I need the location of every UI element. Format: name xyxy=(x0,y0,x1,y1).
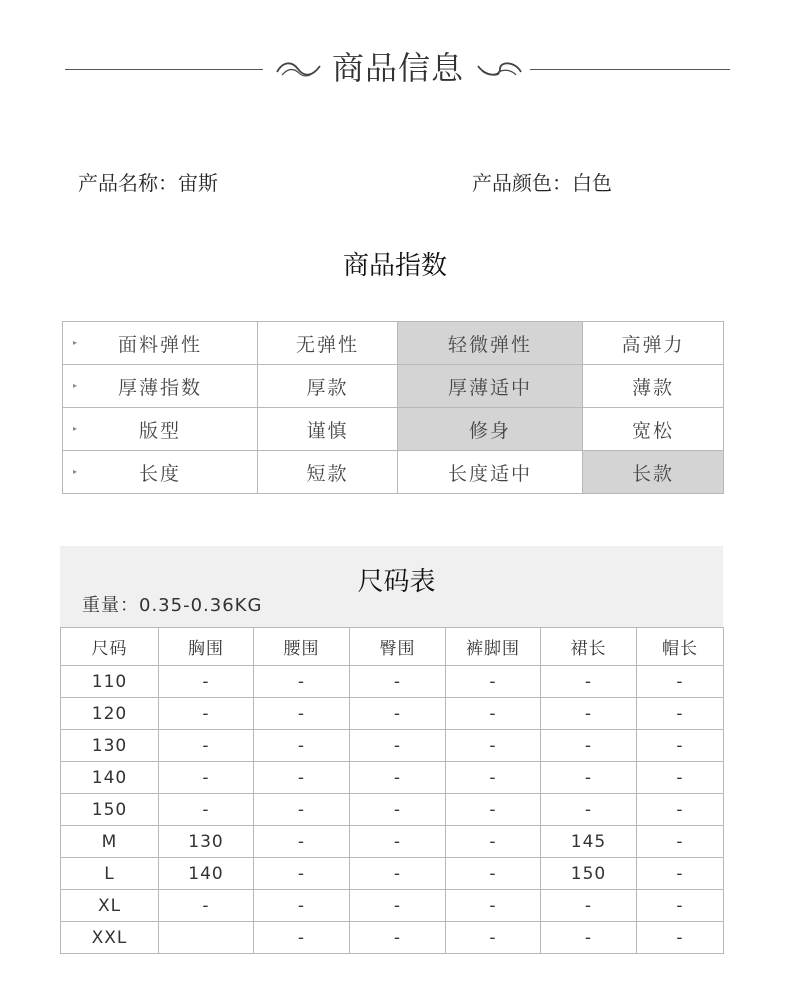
index-row-label-text: 厚薄指数 xyxy=(117,376,202,399)
size-value-cell: - xyxy=(541,698,637,730)
size-value-cell: - xyxy=(350,890,446,922)
size-value-cell: - xyxy=(446,826,541,858)
size-value-cell: - xyxy=(159,666,254,698)
swirl-ornament-icon xyxy=(274,58,324,80)
size-value-cell: - xyxy=(446,890,541,922)
size-column-header: 裤脚围 xyxy=(446,628,541,666)
page-title: 商品信息 xyxy=(331,49,464,87)
index-row-label xyxy=(63,322,258,365)
header-rule-left xyxy=(65,69,263,70)
index-option-selected: 修身 xyxy=(398,408,583,451)
size-value-cell: - xyxy=(637,890,724,922)
index-row-label-text: 面料弹性 xyxy=(117,333,202,356)
size-value-cell: - xyxy=(637,826,724,858)
size-column-header: 裙长 xyxy=(541,628,637,666)
size-value-cell: - xyxy=(254,826,350,858)
size-value-cell: - xyxy=(254,858,350,890)
size-value-cell: - xyxy=(254,698,350,730)
index-option: 谨慎 xyxy=(258,408,398,451)
index-option: 无弹性 xyxy=(258,322,398,365)
size-table-row xyxy=(61,698,724,730)
size-value-cell xyxy=(159,922,254,954)
size-value-cell: - xyxy=(159,794,254,826)
size-chart xyxy=(60,546,723,959)
size-label-cell: 120 xyxy=(61,698,159,730)
size-chart-title: 尺码表 xyxy=(357,567,436,597)
index-option-selected: 长款 xyxy=(583,451,724,494)
index-row xyxy=(63,365,724,408)
size-value-cell: 130 xyxy=(159,826,254,858)
size-table-row xyxy=(61,890,724,922)
size-value-cell: 150 xyxy=(541,858,637,890)
size-label-cell: 110 xyxy=(61,666,159,698)
size-column-header: 臀围 xyxy=(350,628,446,666)
size-value-cell: - xyxy=(637,666,724,698)
size-value-cell: - xyxy=(637,698,724,730)
section-header xyxy=(0,42,790,98)
weight-text: 重量：0.35-0.36KG xyxy=(82,595,263,616)
swirl-ornament-icon xyxy=(474,58,524,80)
size-label-cell: 130 xyxy=(61,730,159,762)
size-value-cell: - xyxy=(637,730,724,762)
size-table-row xyxy=(61,858,724,890)
size-column-header: 腰围 xyxy=(254,628,350,666)
size-value-cell: - xyxy=(254,762,350,794)
product-color: 产品颜色：白色 xyxy=(472,171,612,195)
size-value-cell: - xyxy=(541,762,637,794)
size-value-cell: 140 xyxy=(159,858,254,890)
size-column-header: 尺码 xyxy=(61,628,159,666)
size-value-cell: - xyxy=(637,858,724,890)
size-value-cell: - xyxy=(350,698,446,730)
size-value-cell: - xyxy=(446,762,541,794)
size-value-cell: - xyxy=(350,666,446,698)
size-label-cell: XL xyxy=(61,890,159,922)
size-column-header: 胸围 xyxy=(159,628,254,666)
size-value-cell: - xyxy=(446,794,541,826)
size-value-cell: - xyxy=(350,826,446,858)
index-row xyxy=(63,322,724,365)
size-value-cell: - xyxy=(254,666,350,698)
size-table-row xyxy=(61,762,724,794)
size-value-cell: - xyxy=(350,922,446,954)
size-value-cell: - xyxy=(637,922,724,954)
size-label-cell: 150 xyxy=(61,794,159,826)
size-value-cell: - xyxy=(637,762,724,794)
index-row-label-text: 长度 xyxy=(138,462,181,485)
size-value-cell: - xyxy=(446,666,541,698)
size-table-row xyxy=(61,794,724,826)
triangle-bullet-icon: ▸ xyxy=(73,381,78,390)
index-row-label xyxy=(63,408,258,451)
size-table-header-row xyxy=(61,628,724,666)
product-name: 产品名称：宙斯 xyxy=(78,171,218,195)
index-option-selected: 厚薄适中 xyxy=(398,365,583,408)
size-value-cell: - xyxy=(254,890,350,922)
size-column-header: 帽长 xyxy=(637,628,724,666)
index-row-label xyxy=(63,365,258,408)
header-rule-right xyxy=(530,69,730,70)
size-table xyxy=(60,627,724,954)
size-value-cell: - xyxy=(541,890,637,922)
size-table-row xyxy=(61,826,724,858)
size-value-cell: - xyxy=(159,730,254,762)
size-value-cell: - xyxy=(637,794,724,826)
index-option: 高弹力 xyxy=(583,322,724,365)
index-option: 短款 xyxy=(258,451,398,494)
size-label-cell: L xyxy=(61,858,159,890)
size-value-cell: - xyxy=(446,922,541,954)
size-value-cell: - xyxy=(446,730,541,762)
index-row xyxy=(63,408,724,451)
size-value-cell: 145 xyxy=(541,826,637,858)
index-option: 厚款 xyxy=(258,365,398,408)
size-value-cell: - xyxy=(350,794,446,826)
index-section-title: 商品指数 xyxy=(342,251,447,281)
size-value-cell: - xyxy=(159,890,254,922)
size-value-cell: - xyxy=(541,794,637,826)
index-option-selected: 轻微弹性 xyxy=(398,322,583,365)
size-value-cell: - xyxy=(541,922,637,954)
size-value-cell: - xyxy=(350,762,446,794)
size-table-row xyxy=(61,730,724,762)
size-value-cell: - xyxy=(254,794,350,826)
index-row-label-text: 版型 xyxy=(138,419,181,442)
triangle-bullet-icon: ▸ xyxy=(73,424,78,433)
product-index-table xyxy=(62,321,724,494)
size-value-cell: - xyxy=(350,858,446,890)
size-value-cell: - xyxy=(159,762,254,794)
size-value-cell: - xyxy=(446,698,541,730)
index-option: 长度适中 xyxy=(398,451,583,494)
size-value-cell: - xyxy=(254,922,350,954)
index-row xyxy=(63,451,724,494)
size-table-row xyxy=(61,922,724,954)
size-value-cell: - xyxy=(541,666,637,698)
size-value-cell: - xyxy=(159,698,254,730)
index-option: 薄款 xyxy=(583,365,724,408)
size-value-cell: - xyxy=(541,730,637,762)
index-option: 宽松 xyxy=(583,408,724,451)
index-row-label xyxy=(63,451,258,494)
size-value-cell: - xyxy=(254,730,350,762)
size-value-cell: - xyxy=(446,858,541,890)
size-table-row xyxy=(61,666,724,698)
size-value-cell: - xyxy=(350,730,446,762)
triangle-bullet-icon: ▸ xyxy=(73,467,78,476)
size-label-cell: M xyxy=(61,826,159,858)
size-label-cell: 140 xyxy=(61,762,159,794)
size-chart-header xyxy=(60,546,723,627)
triangle-bullet-icon: ▸ xyxy=(73,338,78,347)
size-label-cell: XXL xyxy=(61,922,159,954)
